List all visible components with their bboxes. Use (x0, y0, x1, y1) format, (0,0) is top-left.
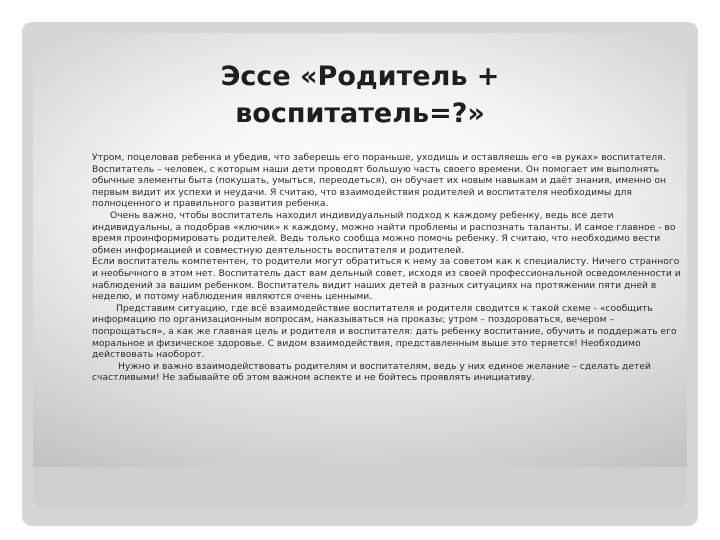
slide-title-line-2: воспитатель=?» (235, 98, 485, 129)
slide-title (60, 58, 660, 132)
essay-paragraph-2: Очень важно, чтобы воспитатель находил индивидуальный подход к каждому ребенку, ведь все дети индивидуальны, а подобрав «ключик» к каждому, можно найти проблемы и распознать таланты. И самое главное - во время проинформировать родителей. Ведь только сообща можно помочь ребенку. Я считаю, что необходимо вести обмен информацией и совместную деятельность воспитателя и родителей. (92, 209, 676, 256)
slide-title-line-1: Эссе «Родитель + (220, 61, 500, 92)
essay-paragraph-3: Если воспитатель компетентен, то родители могут обратиться к нему за советом как к специалисту. Ничего странного и необычного в этом нет. Воспитатель даст вам дельный совет, исходя из своей профессиональной осведомленности и наблюдений за вашим ребенком. Воспитатель видит наших детей в разных ситуациях на протяжении пяти дней в неделю, и потому наблюдения являются очень ценными. (92, 256, 681, 303)
slide-footer-band (33, 467, 687, 509)
essay-paragraph-4: Представим ситуацию, где всё взаимодействие воспитателя и родителя сводится к такой схеме - «сообщить информацию по организационным вопросам, наказываться на проказы; утром – поздороваться, вечером – попрощаться», а как же главная цель и родителя и воспитателя: дать ребенку воспитание, обучить и поддержать его моральное и физическое здоровье. С видом взаимодействия, представленным выше это теряется! Необходимо действовать наоборот. (92, 302, 677, 361)
essay-paragraph-5: Нужно и важно взаимодействовать родителям и воспитателям, ведь у них единое желание – сделать детей счастливыми! Не забывайте об этом важном аспекте и не бойтесь проявлять инициативу. (92, 360, 652, 384)
essay-paragraph-1: Утром, поцеловав ребенка и убедив, что заберешь его пораньше, уходишь и оставляешь его «в руках» воспитателя. Воспитатель – человек, с которым наши дети проводят большую часть своего времени. Он помогает им выполнять обычные элементы быта (покушать, умыться, переодеться), он обучает их новым навыкам и даёт знания, именно он первым видит их успехи и неудачи. Я считаю, что взаимодействия родителей и воспитателя необходимы для полноценного и правильного развития ребенка. (92, 152, 666, 210)
essay-body (92, 152, 686, 384)
